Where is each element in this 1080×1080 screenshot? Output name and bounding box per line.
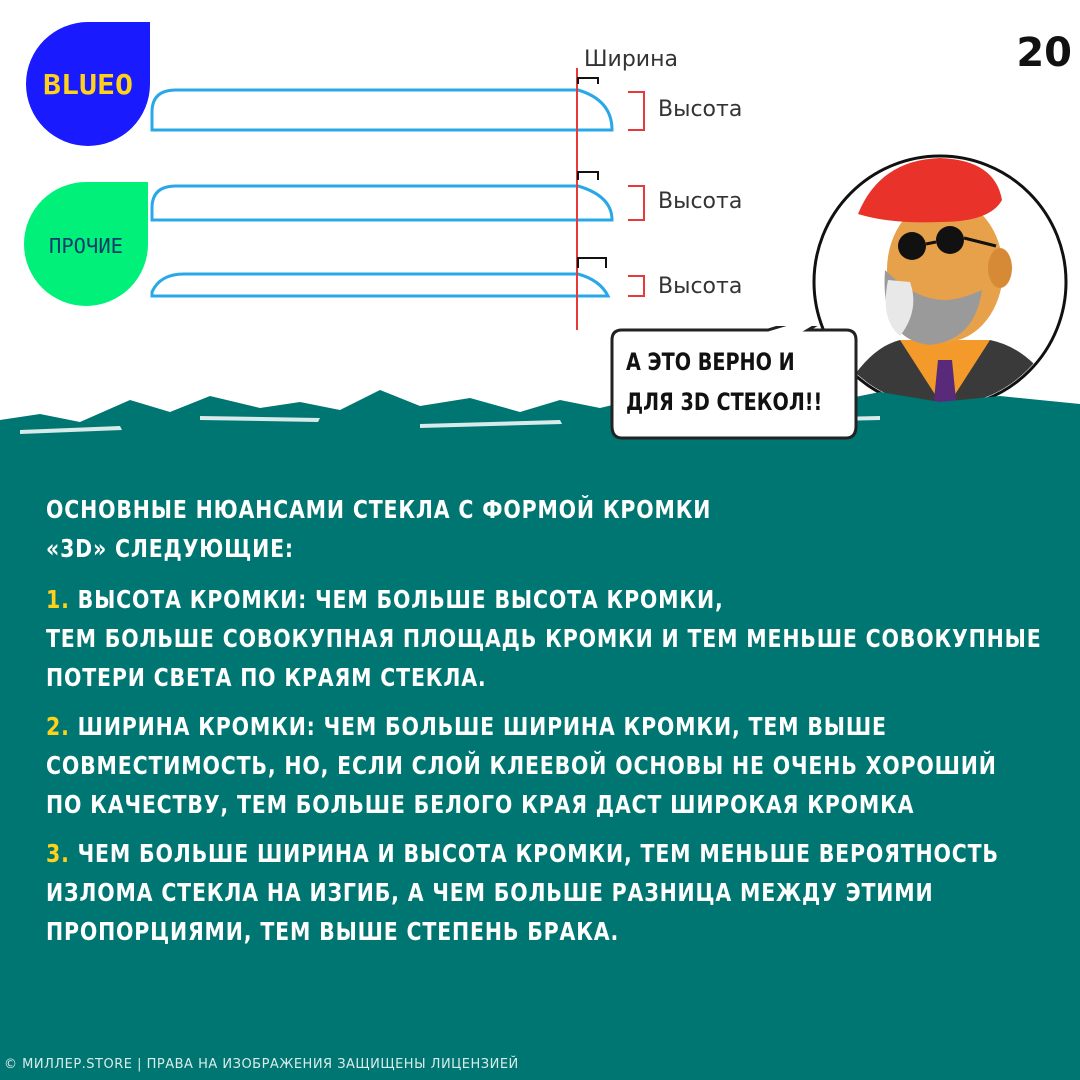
blueo-badge [26,22,150,146]
page-number: 20 [1016,30,1072,76]
item-line-2: ТЕМ БОЛЬШЕ СОВОКУПНАЯ ПЛОЩАДЬ КРОМКИ И ТЕМ МЕНЬШЕ СОВОКУПНЫЕ [46,624,1042,653]
speech-bubble-text [626,342,846,422]
height-label-3: Высота [658,274,743,299]
speech-bubble-line2: ДЛЯ 3D СТЕКОЛ!! [626,388,823,416]
intro-paragraph [46,490,1055,568]
height-bracket-2 [628,186,644,220]
item-line-3: ПОТЕРИ СВЕТА ПО КРАЯМ СТЕКЛА. [46,663,487,692]
other-badge [24,182,148,306]
glass-profile-blueo [152,90,612,130]
height-bracket-1 [628,92,644,130]
brush-edge [0,360,1080,500]
copyright-footer: © МИЛЛЕР.STORE | ПРАВА НА ИЗОБРАЖЕНИЯ ЗАЩИЩЕНЫ ЛИЦЕНЗИЕЙ [4,1057,519,1072]
item-number: 2. [46,712,70,741]
list-item [46,834,1055,951]
main-text [46,490,1055,961]
blueo-badge-label: BLUEO [43,68,133,101]
height-bracket-3 [628,276,644,296]
list-item [46,707,1055,824]
item-line-3: ПРОПОРЦИЯМИ, ТЕМ ВЫШЕ СТЕПЕНЬ БРАКА. [46,917,620,946]
item-line-1: ВЫСОТА КРОМКИ: ЧЕМ БОЛЬШЕ ВЫСОТА КРОМКИ, [77,585,724,614]
item-line-3: ПО КАЧЕСТВУ, ТЕМ БОЛЬШЕ БЕЛОГО КРАЯ ДАСТ ШИРОКАЯ КРОМКА [46,790,915,819]
list-item [46,580,1055,697]
item-line-1: ШИРИНА КРОМКИ: ЧЕМ БОЛЬШЕ ШИРИНА КРОМКИ, ТЕМ ВЫШЕ [77,712,887,741]
intro-line-2: «3D» СЛЕДУЮЩИЕ: [46,534,294,563]
item-line-2: СОВМЕСТИМОСТЬ, НО, ЕСЛИ СЛОЙ КЛЕЕВОЙ ОСНОВЫ НЕ ОЧЕНЬ ХОРОШИЙ [46,751,997,780]
width-bracket-2 [578,172,598,180]
other-badge-label: ПРОЧИЕ [49,234,123,258]
speech-bubble-line1: А ЭТО ВЕРНО И [626,348,795,376]
glass-profile-other-1 [152,186,612,220]
height-label-1: Высота [658,97,743,122]
item-number: 3. [46,839,70,868]
glass-profile-other-2 [152,274,608,296]
width-label: Ширина [584,47,678,72]
width-bracket-1 [578,78,598,84]
item-line-1: ЧЕМ БОЛЬШЕ ШИРИНА И ВЫСОТА КРОМКИ, ТЕМ МЕНЬШЕ ВЕРОЯТНОСТЬ [77,839,999,868]
height-label-2: Высота [658,189,743,214]
width-bracket-3 [578,258,606,268]
item-number: 1. [46,585,70,614]
item-line-2: ИЗЛОМА СТЕКЛА НА ИЗГИБ, А ЧЕМ БОЛЬШЕ РАЗНИЦА МЕЖДУ ЭТИМИ [46,878,934,907]
intro-line-1: ОСНОВНЫЕ НЮАНСАМИ СТЕКЛА С ФОРМОЙ КРОМКИ [46,495,712,524]
